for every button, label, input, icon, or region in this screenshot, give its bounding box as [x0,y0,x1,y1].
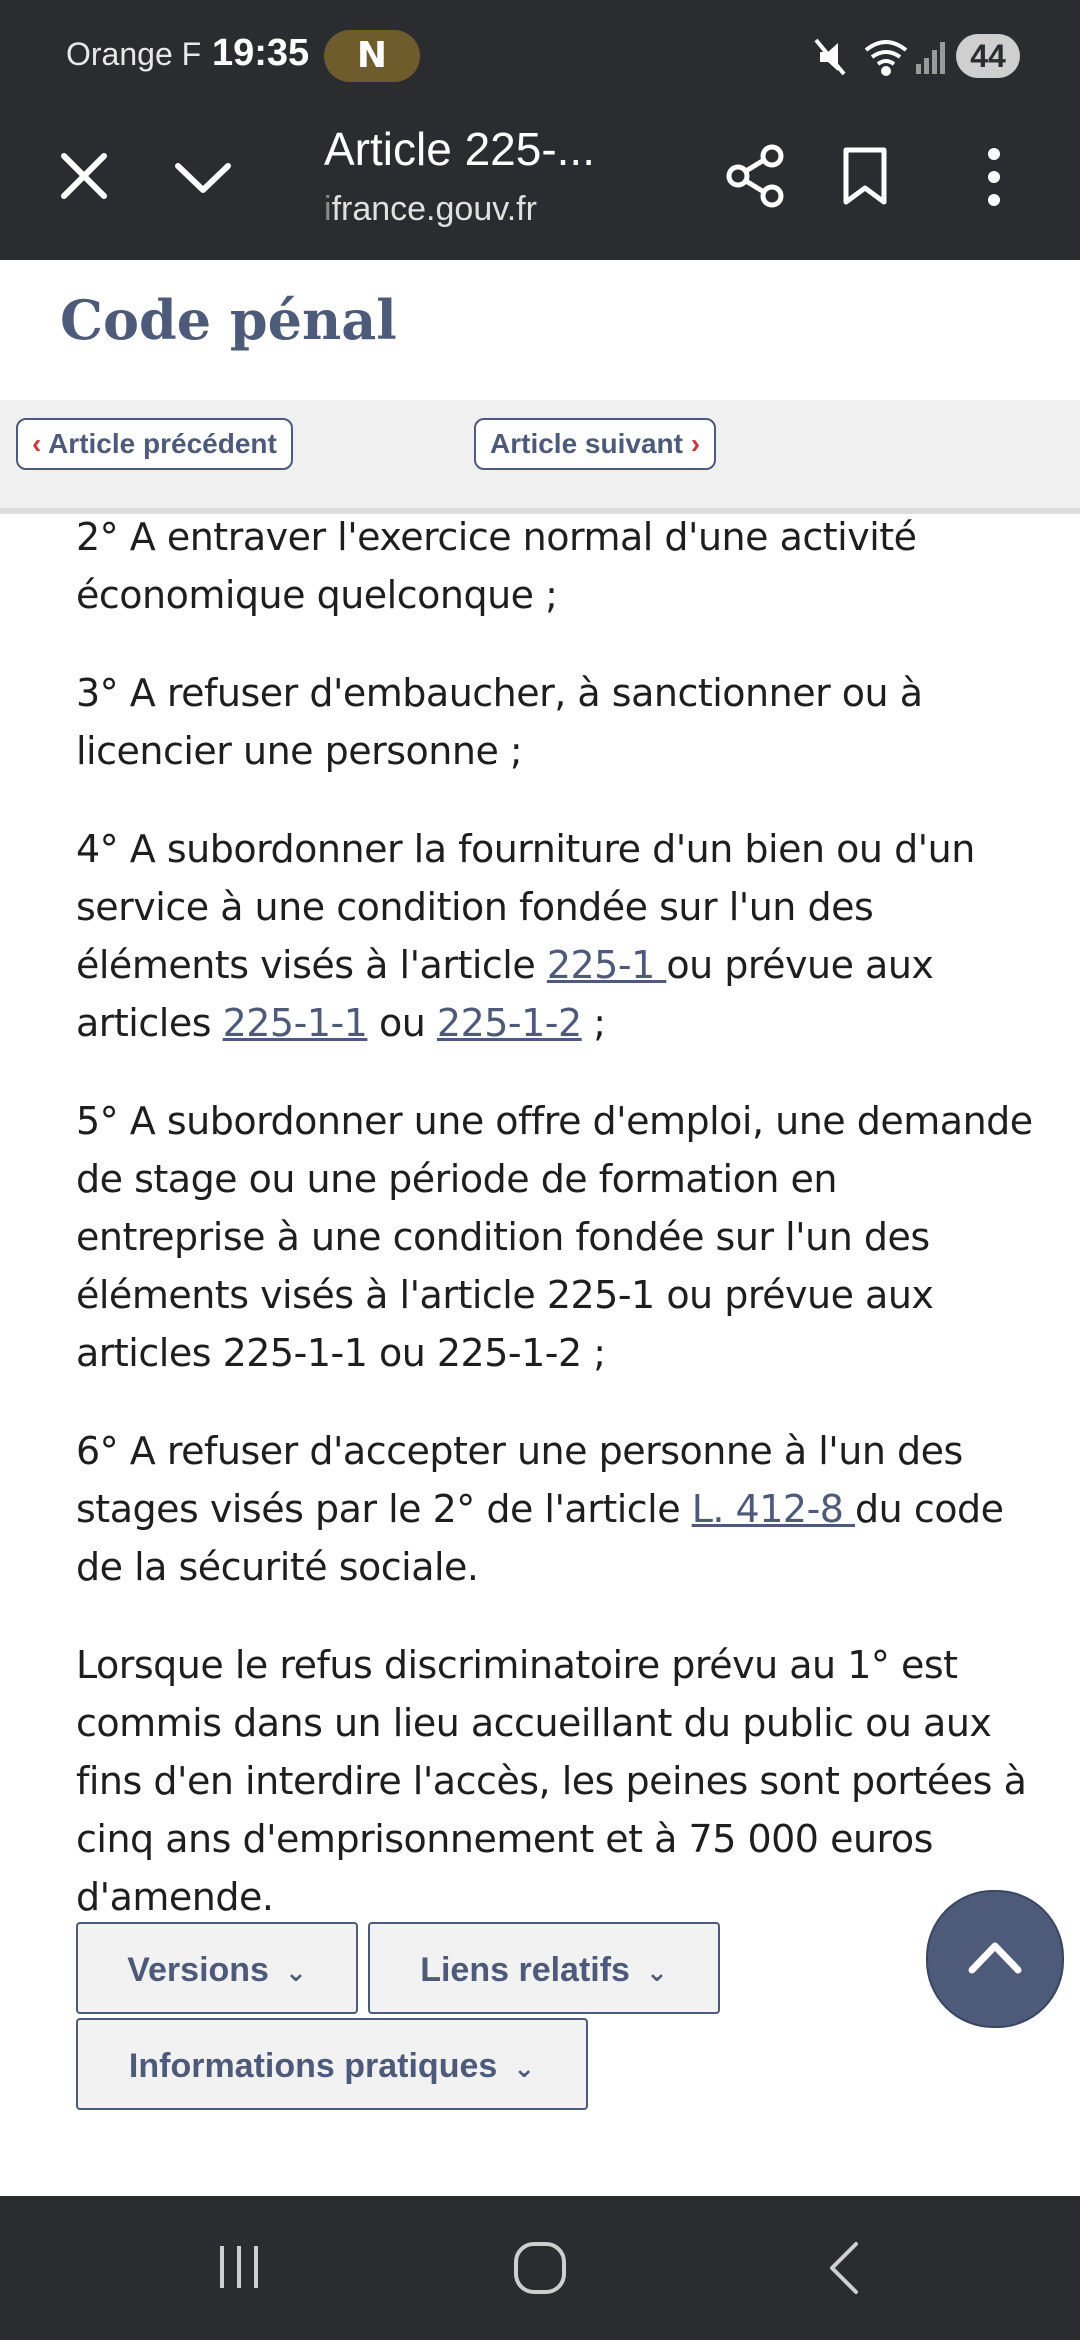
wifi-icon [866,42,906,74]
previous-article-button[interactable] [16,418,293,470]
chevron-right-icon: › [690,428,701,459]
next-article-button[interactable] [474,418,716,470]
battery-indicator: 44 [956,34,1020,78]
paragraph-4-text: ou prévue aux articles [76,943,934,1045]
back-icon[interactable] [824,2240,864,2296]
link-l-412-8[interactable]: L. 412-8 [691,1487,856,1531]
carrier-name: Orange F [66,36,202,72]
next-article-label: Article suivant [490,428,683,459]
paragraph-4 [76,820,1036,1052]
paragraph-4-text: ; [581,1001,606,1045]
chevron-down-icon: ⌄ [513,2053,536,2083]
scroll-to-top-button[interactable] [926,1890,1064,2028]
netflix-notification-icon: N [324,30,420,82]
page-title: Code pénal [60,288,397,352]
page-header [0,260,1080,400]
related-links-label: Liens relatifs [420,1951,630,1989]
signal-icon [916,42,945,74]
link-225-1-2[interactable]: 225-1-2 [436,1001,582,1045]
chevron-left-icon: ‹ [32,428,42,459]
paragraph-3: 3° A refuser d'embaucher, à sanctionner ou à licencier une personne ; [76,671,923,773]
mute-icon [816,40,844,74]
paragraph-4-text: ou [367,1001,437,1045]
related-links-button[interactable] [368,1922,720,2014]
status-bar [0,0,1080,116]
paragraph-5: 5° A subordonner une offre d'emploi, une demande de stage ou une période de formation en entreprise à une condition fondée sur l'un des éléments visés à l'article 225-1 ou prévue aux articles 225-1-1 ou 225-1-2 ; [76,1099,1033,1375]
url-display[interactable] [324,190,537,229]
url-prefix: i [324,190,332,228]
paragraph-6-text: du code de la sécurité sociale. [76,1487,1004,1589]
paragraph-6 [76,1422,1036,1596]
paragraph-7: Lorsque le refus discriminatoire prévu au 1° est commis dans un lieu accueillant du public ou aux fins d'en interdire l'accès, les peines sont portées à cinq ans d'emprisonnement et à 75 000 euros d'amende. [76,1643,1027,1919]
article-nav-bar [0,400,1080,514]
chevron-down-icon[interactable] [172,158,234,198]
paragraph-6-text: 6° A refuser d'accepter une personne à l'un des stages visés par le 2° de l'article [76,1429,963,1531]
chevron-down-icon: ⌄ [284,1957,307,1987]
practical-info-button[interactable] [76,2018,588,2110]
article-content [76,508,1036,1966]
page-tab-title[interactable]: Article 225-... [324,123,595,175]
system-navigation-bar [0,2196,1080,2340]
link-225-1[interactable]: 225-1 [546,943,667,987]
paragraph-2: 2° A entraver l'exercice normal d'une activité économique quelconque ; [76,515,917,617]
close-icon[interactable] [56,148,112,204]
versions-label: Versions [127,1951,269,1989]
bookmark-icon[interactable] [840,146,890,208]
versions-button[interactable] [76,1922,358,2014]
practical-info-label: Informations pratiques [128,2047,498,2085]
previous-article-label: Article précédent [48,428,277,459]
browser-toolbar [0,116,1080,260]
recent-apps-icon[interactable] [214,2242,264,2292]
chevron-up-icon [966,1934,1024,1980]
share-icon[interactable] [726,144,786,208]
clock: 19:35 [212,32,310,74]
status-icons [810,34,1060,80]
link-225-1-1[interactable]: 225-1-1 [222,1001,368,1045]
paragraph-4-text: 4° A subordonner la fourniture d'un bien ou d'un service à une condition fondée sur l'un des éléments visés à l'article [76,827,975,987]
url-domain: france.gouv.fr [331,190,537,228]
more-options-icon[interactable] [980,146,1008,208]
home-icon[interactable] [512,2240,568,2296]
chevron-down-icon: ⌄ [645,1957,668,1987]
